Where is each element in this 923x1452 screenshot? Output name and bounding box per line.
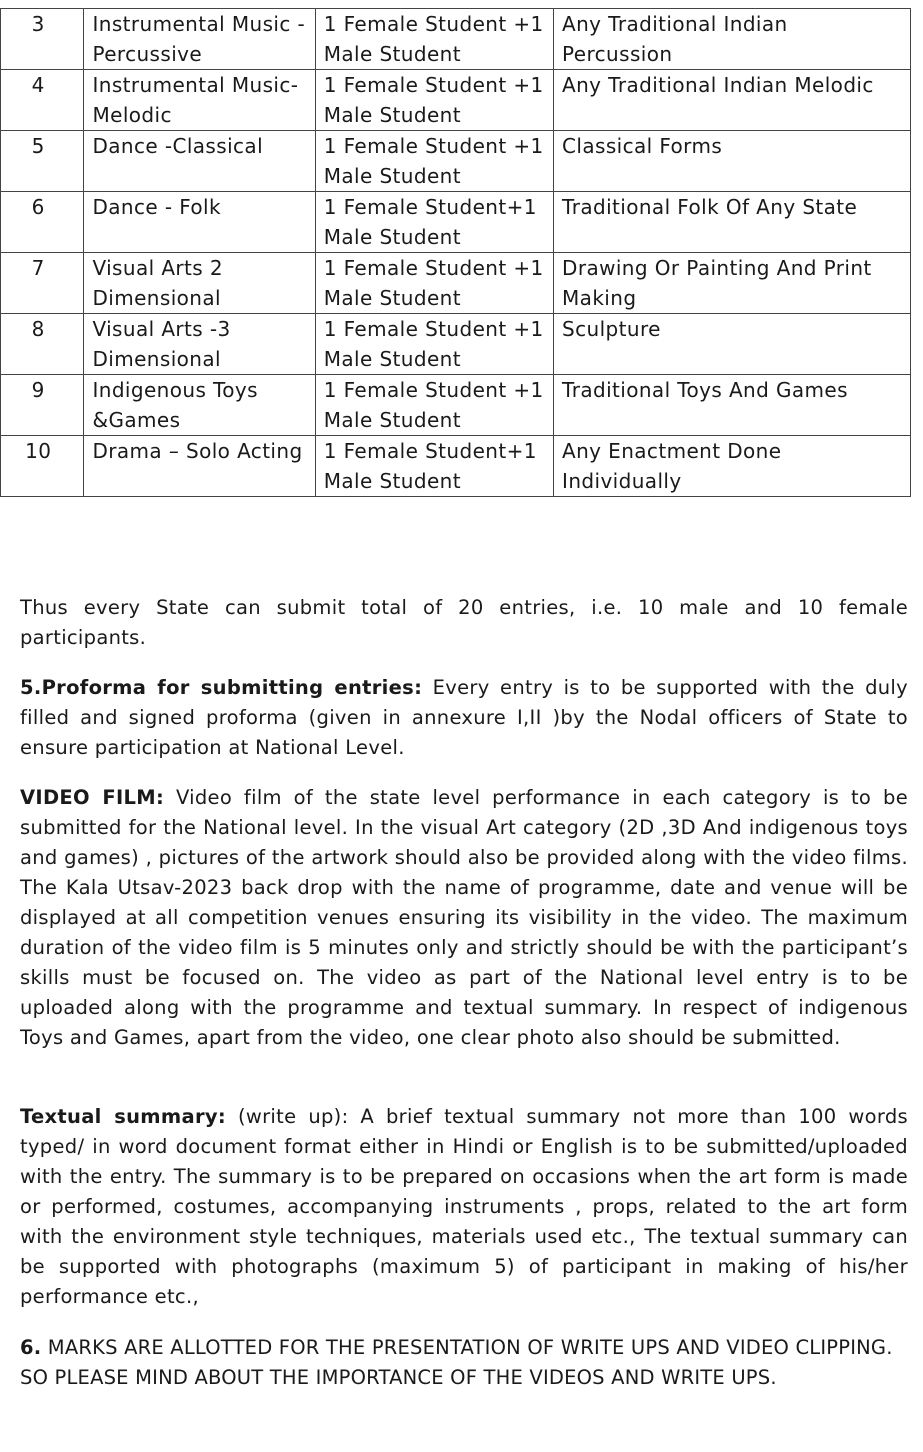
table-row	[1, 131, 911, 192]
video-film-heading: VIDEO FILM:	[20, 786, 165, 809]
description-cell: Traditional Toys And Games	[554, 375, 911, 436]
participants-cell: 1 Female Student +1 Male Student	[315, 70, 553, 131]
category-cell: Dance -Classical	[84, 131, 315, 192]
participants-cell: 1 Female Student +1 Male Student	[315, 314, 553, 375]
row-number: 5	[1, 131, 84, 192]
participants-cell: 1 Female Student +1 Male Student	[315, 375, 553, 436]
description-cell: Any Traditional Indian Melodic	[554, 70, 911, 131]
participants-cell: 1 Female Student+1 Male Student	[315, 436, 553, 497]
entries-table	[0, 8, 911, 497]
marks-heading: 6.	[20, 1336, 42, 1359]
marks-body: MARKS ARE ALLOTTED FOR THE PRESENTATION OF WRITE UPS AND VIDEO CLIPPING. SO PLEASE MIND ABOUT THE IMPORTANCE OF THE VIDEOS AND WRITE UPS.	[20, 1336, 893, 1389]
category-cell: Instrumental Music-Melodic	[84, 70, 315, 131]
proforma-body: Every entry is to be supported with the duly filled and signed proforma (given in annexure I,II )by the Nodal officers of State to ensure participation at National Level.	[20, 676, 908, 759]
row-number: 7	[1, 253, 84, 314]
table-row	[1, 375, 911, 436]
textual-summary-paragraph	[20, 1102, 908, 1312]
category-cell: Indigenous Toys &Games	[84, 375, 315, 436]
description-cell: Drawing Or Painting And Print Making	[554, 253, 911, 314]
row-number: 10	[1, 436, 84, 497]
proforma-heading: 5.Proforma for submitting entries:	[20, 676, 423, 699]
category-cell: Dance - Folk	[84, 192, 315, 253]
row-number: 4	[1, 70, 84, 131]
participants-cell: 1 Female Student +1 Male Student	[315, 131, 553, 192]
description-cell: Traditional Folk Of Any State	[554, 192, 911, 253]
participants-cell: 1 Female Student+1 Male Student	[315, 192, 553, 253]
total-entries-text: Thus every State can submit total of 20 entries, i.e. 10 male and 10 female participants.	[20, 596, 908, 649]
video-film-body: Video film of the state level performance in each category is to be submitted for the National level. In the visual Art category (2D ,3D And indigenous toys and games) , pictures of the artwork should also be provided along with the video films. The Kala Utsav-2023 back drop with the name of programme, date and venue will be displayed at all competition venues ensuring its visibility in the video. The maximum duration of the video film is 5 minutes only and strictly should be with the participant’s skills must be focused on. The video as part of the National level entry is to be uploaded along with the programme and textual summary. In respect of indigenous Toys and Games, apart from the video, one clear photo also should be submitted.	[20, 786, 908, 1049]
description-cell: Sculpture	[554, 314, 911, 375]
category-cell: Drama – Solo Acting	[84, 436, 315, 497]
category-cell: Visual Arts 2 Dimensional	[84, 253, 315, 314]
proforma-paragraph	[20, 673, 908, 763]
table-row	[1, 192, 911, 253]
table-row	[1, 436, 911, 497]
row-number: 6	[1, 192, 84, 253]
participants-cell: 1 Female Student +1 Male Student	[315, 9, 553, 70]
row-number: 3	[1, 9, 84, 70]
table-row	[1, 253, 911, 314]
category-cell: Instrumental Music - Percussive	[84, 9, 315, 70]
video-film-paragraph	[20, 783, 908, 1053]
table-row	[1, 70, 911, 131]
table-row	[1, 9, 911, 70]
total-entries-paragraph	[20, 593, 908, 653]
textual-summary-body: (write up): A brief textual summary not more than 100 words typed/ in word document format either in Hindi or English is to be submitted/uploaded with the entry. The summary is to be prepared on occasions when the art form is made or performed, costumes, accompanying instruments , props, related to the art form with the environment style techniques, materials used etc., The textual summary can be supported with photographs (maximum 5) of participant in making of his/her performance etc.,	[20, 1105, 908, 1308]
description-cell: Classical Forms	[554, 131, 911, 192]
description-cell: Any Enactment Done Individually	[554, 436, 911, 497]
description-cell: Any Traditional Indian Percussion	[554, 9, 911, 70]
table-row	[1, 314, 911, 375]
row-number: 8	[1, 314, 84, 375]
participants-cell: 1 Female Student +1 Male Student	[315, 253, 553, 314]
textual-summary-heading: Textual summary:	[20, 1105, 227, 1128]
row-number: 9	[1, 375, 84, 436]
category-cell: Visual Arts -3 Dimensional	[84, 314, 315, 375]
marks-paragraph	[20, 1333, 908, 1393]
